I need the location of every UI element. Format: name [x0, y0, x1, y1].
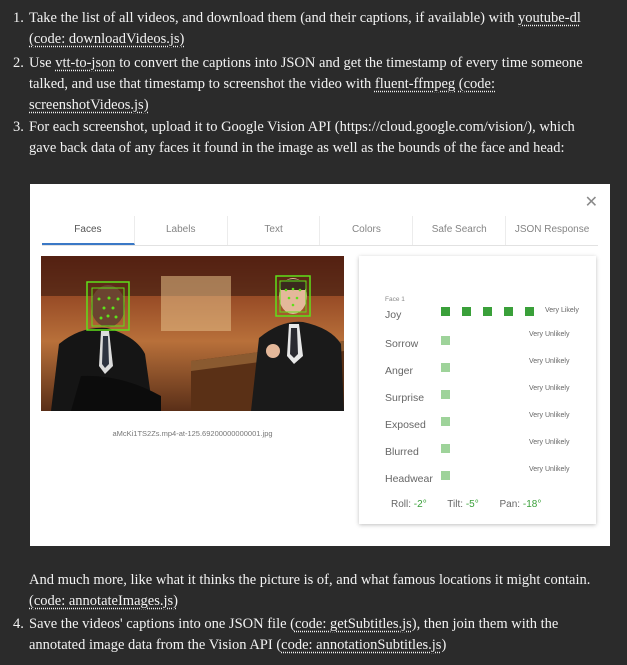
step-text: Take the list of all videos, and download them (and their captions, if available) with	[29, 10, 519, 26]
likelihood-bar	[441, 471, 462, 492]
bar-segment	[441, 390, 450, 399]
step-text: )	[441, 637, 447, 653]
bar-segment	[441, 444, 450, 453]
tab-safe-search[interactable]: Safe Search	[413, 216, 506, 245]
roll-label: Roll:	[391, 499, 412, 510]
step-text: to convert the captions into JSON and get the timestamp of every time someone	[115, 55, 583, 71]
bar-segment	[441, 307, 450, 316]
attribute-name: Exposed	[385, 419, 426, 431]
fluent-ffmpeg-link[interactable]: fluent-ffmpeg	[374, 76, 456, 92]
attribute-name: Anger	[385, 365, 414, 377]
likelihood-bar	[441, 444, 462, 465]
annotate-images-code-link[interactable]: (code: annotateImages.js)	[29, 593, 178, 609]
tilt-label: Tilt:	[447, 499, 464, 510]
annotation-subtitles-code-link[interactable]: code: annotationSubtitles.js	[281, 637, 442, 653]
likelihood-text: Very Likely	[545, 307, 579, 314]
vtt-to-json-link[interactable]: vtt-to-json	[55, 55, 116, 71]
step-number: 2.	[13, 55, 24, 71]
screenshot-videos-code-link-cont[interactable]: screenshotVideos.js)	[29, 97, 149, 113]
tab-faces[interactable]: Faces	[42, 216, 135, 245]
bar-segment	[462, 307, 471, 316]
likelihood-text: Very Unlikely	[529, 331, 570, 338]
bar-segment	[441, 336, 450, 345]
tilt-value: -5°	[465, 499, 479, 510]
image-filename: aMcKi1TS2Zs.mp4-at-125.69200000000001.jpg	[112, 429, 273, 438]
likelihood-bar	[441, 336, 462, 357]
attribute-name: Blurred	[385, 446, 419, 458]
vision-api-screenshot	[30, 184, 610, 546]
step-text: For each screenshot, upload it to Google Vision API (https://cloud.google.com/vision/), which	[29, 119, 575, 135]
bar-segment	[441, 417, 450, 426]
bar-segment	[504, 307, 513, 316]
step-text: gave back data of any faces it found in the image as well as the bounds of the face and head:	[29, 140, 565, 156]
likelihood-text: Very Unlikely	[529, 466, 570, 473]
face-details-panel	[359, 256, 596, 524]
attribute-name: Headwear	[385, 473, 433, 485]
tab-labels[interactable]: Labels	[135, 216, 228, 245]
youtube-dl-link[interactable]: youtube-dl	[518, 10, 581, 26]
likelihood-text: Very Unlikely	[529, 412, 570, 419]
step-text: Save the videos' captions into one JSON file (	[29, 616, 295, 632]
step-number: 3.	[13, 119, 24, 135]
likelihood-bar	[441, 417, 462, 438]
close-icon[interactable]: ✕	[584, 192, 598, 211]
tab-colors[interactable]: Colors	[320, 216, 413, 245]
tab-bar	[42, 216, 598, 246]
attribute-name: Surprise	[385, 392, 425, 404]
pan-label: Pan:	[499, 499, 521, 510]
step-text: And much more, like what it thinks the picture is of, and what famous locations it might contain.	[29, 572, 591, 588]
attribute-row-headwear	[385, 465, 585, 489]
likelihood-text: Very Unlikely	[529, 385, 570, 392]
face-label: Face 1	[385, 296, 405, 303]
attribute-row-surprise	[385, 384, 585, 408]
face-angles	[391, 494, 559, 515]
attribute-row-blurred	[385, 438, 585, 462]
step-text: talked, and use that timestamp to screenshot the video with	[29, 76, 375, 92]
tab-json-response[interactable]: JSON Response	[514, 224, 590, 235]
pan-value: -18°	[522, 499, 542, 510]
step-number: 4.	[13, 616, 24, 632]
bar-segment	[441, 471, 450, 480]
step-text: Use	[29, 55, 56, 71]
likelihood-bar	[441, 307, 546, 328]
attribute-row-exposed	[385, 411, 585, 435]
attribute-name: Sorrow	[385, 338, 419, 350]
likelihood-bar	[441, 390, 462, 411]
attribute-name: Joy	[385, 309, 402, 321]
step-number: 1.	[13, 10, 24, 26]
attribute-row-anger	[385, 357, 585, 381]
roll-value: -2°	[413, 499, 427, 510]
step-text: ), then join them with the	[411, 616, 559, 632]
get-subtitles-code-link[interactable]: code: getSubtitles.js	[294, 616, 412, 632]
step-text: annotated image data from the Vision API (	[29, 637, 282, 653]
attribute-row-joy	[385, 301, 585, 325]
tab-text[interactable]: Text	[228, 216, 321, 245]
likelihood-text: Very Unlikely	[529, 439, 570, 446]
video-frame-illustration	[41, 256, 344, 411]
screenshot-videos-code-link[interactable]: (code:	[458, 76, 496, 92]
bar-segment	[483, 307, 492, 316]
likelihood-bar	[441, 363, 462, 384]
attribute-row-sorrow	[385, 330, 585, 354]
video-frame-image	[41, 256, 344, 411]
bar-segment	[441, 363, 450, 372]
bar-segment	[525, 307, 534, 316]
download-videos-code-link[interactable]: (code: downloadVideos.js)	[29, 31, 185, 47]
likelihood-text: Very Unlikely	[529, 358, 570, 365]
step-3-continuation	[29, 570, 619, 612]
